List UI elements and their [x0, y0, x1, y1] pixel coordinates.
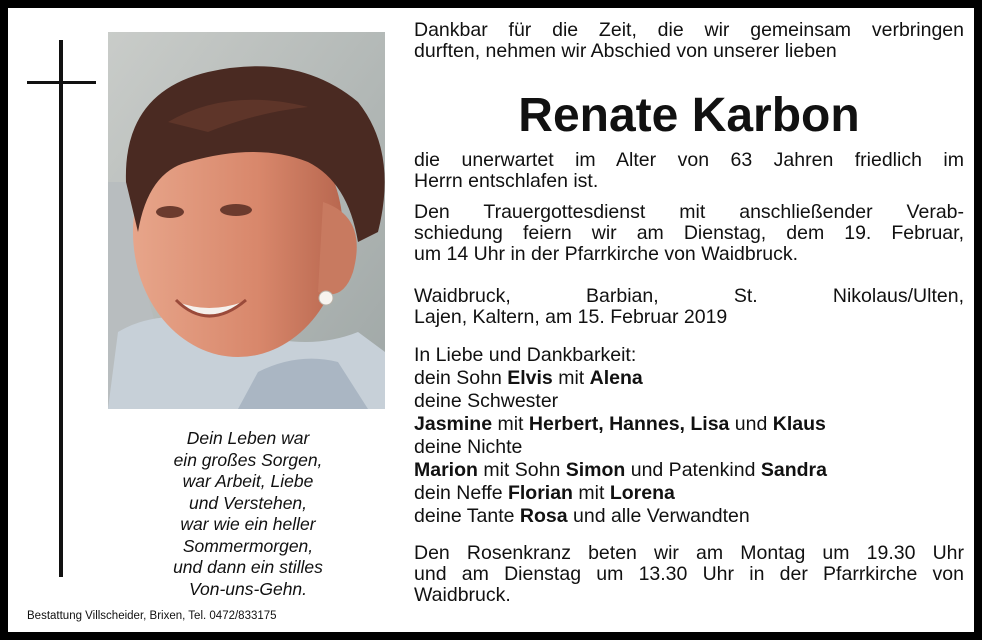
- poem-line: Sommermorgen,: [182, 535, 314, 556]
- poem-line: war Arbeit, Liebe: [182, 471, 314, 491]
- poem-line: Von-uns-Gehn.: [188, 578, 308, 599]
- poem-line: und Verstehen,: [188, 492, 308, 513]
- poem-line: und dann ein stilles: [173, 557, 323, 577]
- mourner-line: deine Tante Rosa und alle Verwandten: [414, 505, 750, 527]
- poem-line: Dein Leben war: [186, 428, 310, 448]
- mourner-line: dein Sohn Elvis mit Alena: [414, 367, 643, 389]
- memorial-poem: [138, 428, 358, 600]
- mourner-line: deine Schwester: [414, 390, 559, 412]
- service-info: Den Trauergottesdienst mit anschließender Verab- schiedung feiern wir am Dienstag, dem 19. Februar, um 14 Uhr in der Pfarrkirche von Waidbruck.: [414, 201, 964, 265]
- mourner-line: dein Neffe Florian mit Lorena: [414, 482, 675, 504]
- mourner-line: Jasmine mit Herbert, Hannes, Lisa und Klaus: [414, 413, 826, 435]
- rosary-info: Den Rosenkranz beten wir am Montag um 19.30 Uhr und am Dienstag um 13.30 Uhr in der Pfarrkirche von Waidbruck.: [414, 542, 964, 606]
- obituary-card: [8, 8, 974, 632]
- poem-line: ein großes Sorgen,: [173, 449, 323, 470]
- poem-line: war wie ein heller: [180, 514, 316, 534]
- deceased-name: Renate Karbon: [518, 89, 860, 142]
- mourners-intro: In Liebe und Dankbarkeit:: [414, 344, 637, 366]
- mourner-line: Marion mit Sohn Simon und Patenkind Sandra: [414, 459, 827, 481]
- intro-text: Dankbar für die Zeit, die wir gemeinsam verbringen durften, nehmen wir Abschied von unserer lieben: [414, 19, 964, 62]
- portrait-photo: [108, 32, 385, 409]
- mourner-line: deine Nichte: [414, 436, 523, 458]
- mourners-list: [414, 344, 964, 528]
- death-notice: die unerwartet im Alter von 63 Jahren friedlich im Herrn entschlafen ist.: [414, 149, 964, 192]
- funeral-home-info: Bestattung Villscheider, Brixen, Tel. 0472/833175: [27, 610, 277, 622]
- places-date: Waidbruck, Barbian, St. Nikolaus/Ulten, Lajen, Kaltern, am 15. Februar 2019: [414, 285, 964, 328]
